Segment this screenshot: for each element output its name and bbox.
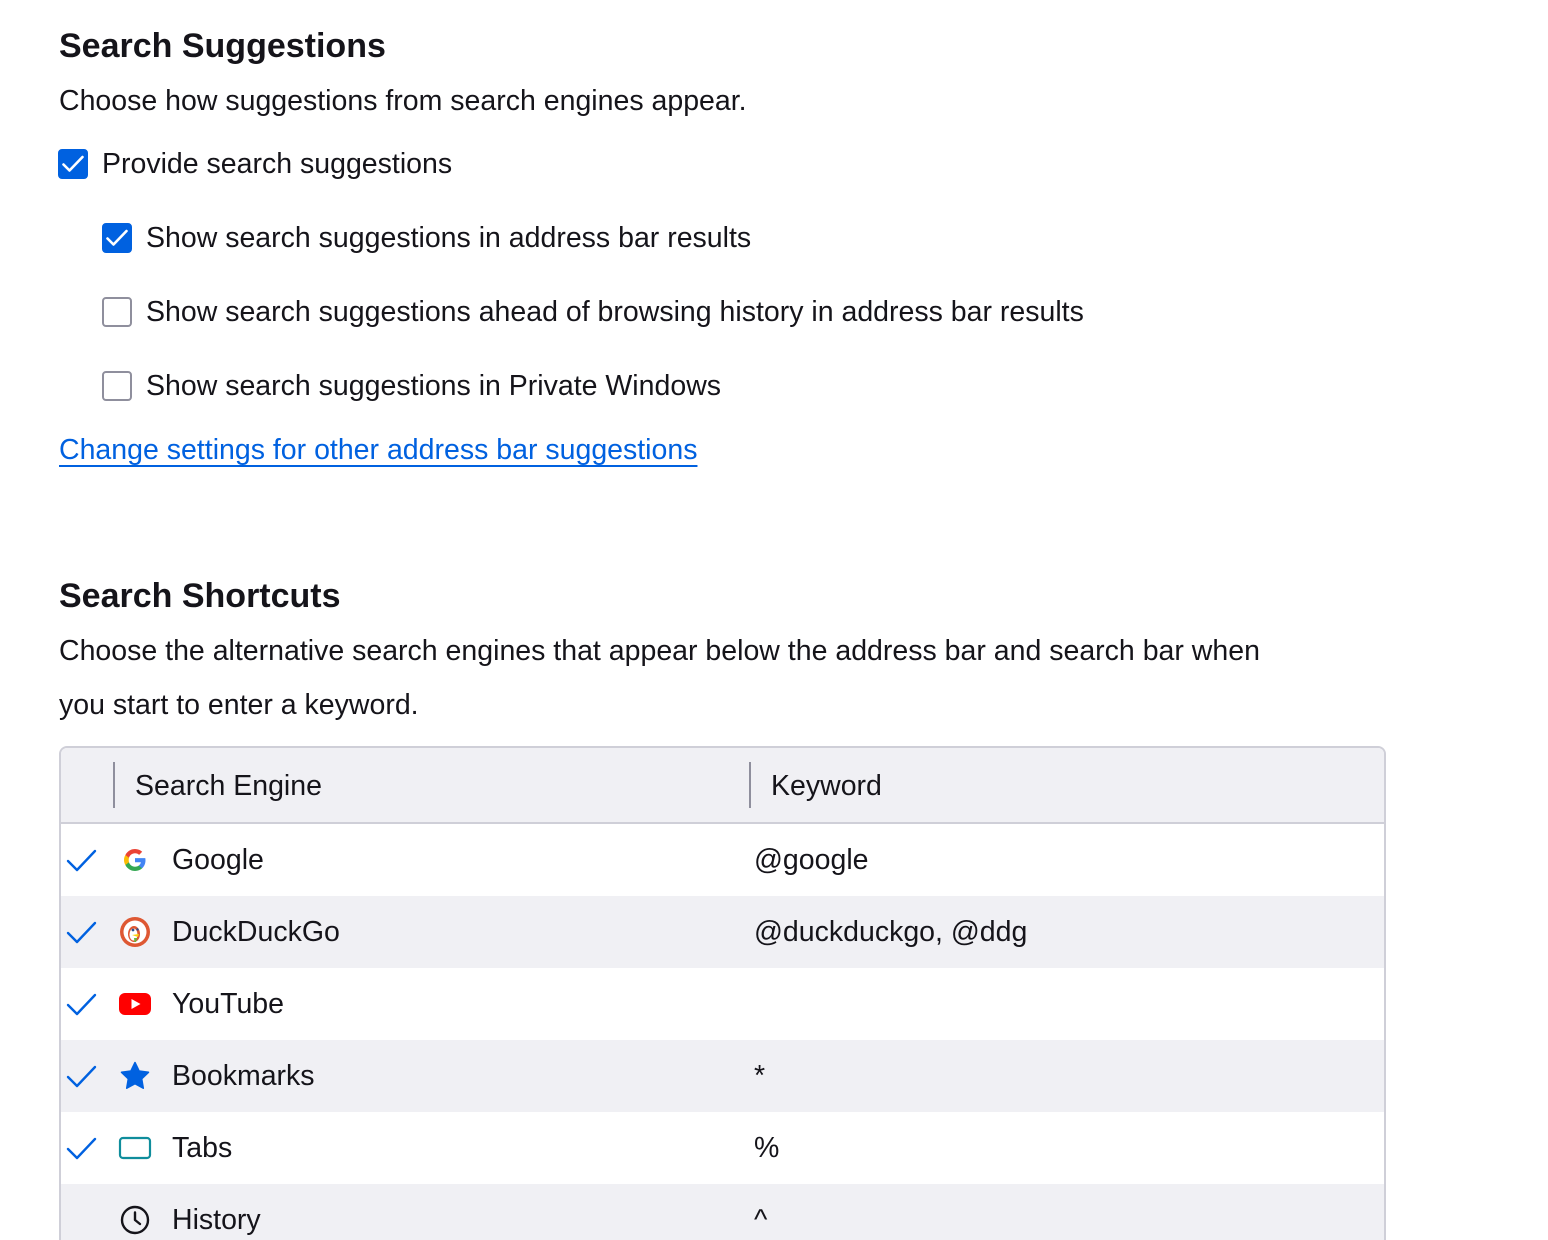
engine-keyword[interactable]: @google xyxy=(754,844,869,876)
private-windows-suggestions-checkbox[interactable] xyxy=(102,366,721,406)
column-header-search-engine[interactable]: Search Engine xyxy=(135,770,322,802)
checkbox-checked-icon[interactable] xyxy=(102,223,132,253)
checkmark-icon[interactable] xyxy=(65,990,99,1020)
table-row-google[interactable] xyxy=(61,824,1384,896)
table-row-history[interactable] xyxy=(61,1184,1384,1240)
private-windows-suggestions-label: Show search suggestions in Private Windows xyxy=(146,370,722,402)
change-address-bar-settings-link[interactable]: Change settings for other address bar suggestions xyxy=(59,434,698,466)
search-shortcuts-table xyxy=(59,746,1386,1240)
column-header-keyword[interactable]: Keyword xyxy=(771,770,882,802)
checkmark-icon[interactable] xyxy=(65,1062,99,1092)
engine-name: Tabs xyxy=(172,1132,233,1164)
checkbox-checked-icon[interactable] xyxy=(58,149,88,179)
suggestions-ahead-of-history-checkbox[interactable] xyxy=(102,292,1084,332)
column-separator[interactable] xyxy=(749,762,751,808)
address-bar-suggestions-label: Show search suggestions in address bar results xyxy=(146,222,752,254)
table-row-bookmarks[interactable] xyxy=(61,1040,1384,1112)
address-bar-suggestions-checkbox[interactable] xyxy=(102,218,751,258)
engine-keyword[interactable]: ^ xyxy=(754,1204,768,1236)
engine-name: Bookmarks xyxy=(172,1060,315,1092)
table-header xyxy=(61,748,1384,824)
google-icon xyxy=(118,843,152,877)
engine-name: DuckDuckGo xyxy=(172,916,340,948)
search-shortcuts-description-line1: Choose the alternative search engines that appear below the address bar and search bar when xyxy=(59,635,1260,667)
checkmark-icon[interactable] xyxy=(65,846,99,876)
provide-suggestions-checkbox[interactable] xyxy=(58,144,452,184)
duckduckgo-icon xyxy=(118,915,152,949)
checkbox-unchecked-icon[interactable] xyxy=(102,297,132,327)
table-row-duckduckgo[interactable] xyxy=(61,896,1384,968)
search-suggestions-description: Choose how suggestions from search engines appear. xyxy=(59,85,747,117)
checkmark-icon[interactable] xyxy=(65,1134,99,1164)
engine-keyword[interactable]: @duckduckgo, @ddg xyxy=(754,916,1028,948)
provide-suggestions-label: Provide search suggestions xyxy=(102,148,453,180)
youtube-icon xyxy=(118,987,152,1021)
column-separator[interactable] xyxy=(113,762,115,808)
suggestions-ahead-of-history-label: Show search suggestions ahead of browsing history in address bar results xyxy=(146,296,1084,328)
search-shortcuts-heading: Search Shortcuts xyxy=(59,577,341,615)
checkmark-icon[interactable] xyxy=(65,918,99,948)
table-row-youtube[interactable] xyxy=(61,968,1384,1040)
engine-name: YouTube xyxy=(172,988,284,1020)
engine-name: History xyxy=(172,1204,261,1236)
engine-name: Google xyxy=(172,844,264,876)
engine-keyword[interactable]: * xyxy=(754,1060,766,1092)
table-row-tabs[interactable] xyxy=(61,1112,1384,1184)
tab-icon xyxy=(118,1131,152,1165)
search-suggestions-heading: Search Suggestions xyxy=(59,27,386,65)
star-icon xyxy=(118,1059,152,1093)
checkbox-unchecked-icon[interactable] xyxy=(102,371,132,401)
clock-icon xyxy=(118,1203,152,1237)
engine-keyword[interactable]: % xyxy=(754,1132,780,1164)
search-shortcuts-description-line2: you start to enter a keyword. xyxy=(59,689,419,721)
